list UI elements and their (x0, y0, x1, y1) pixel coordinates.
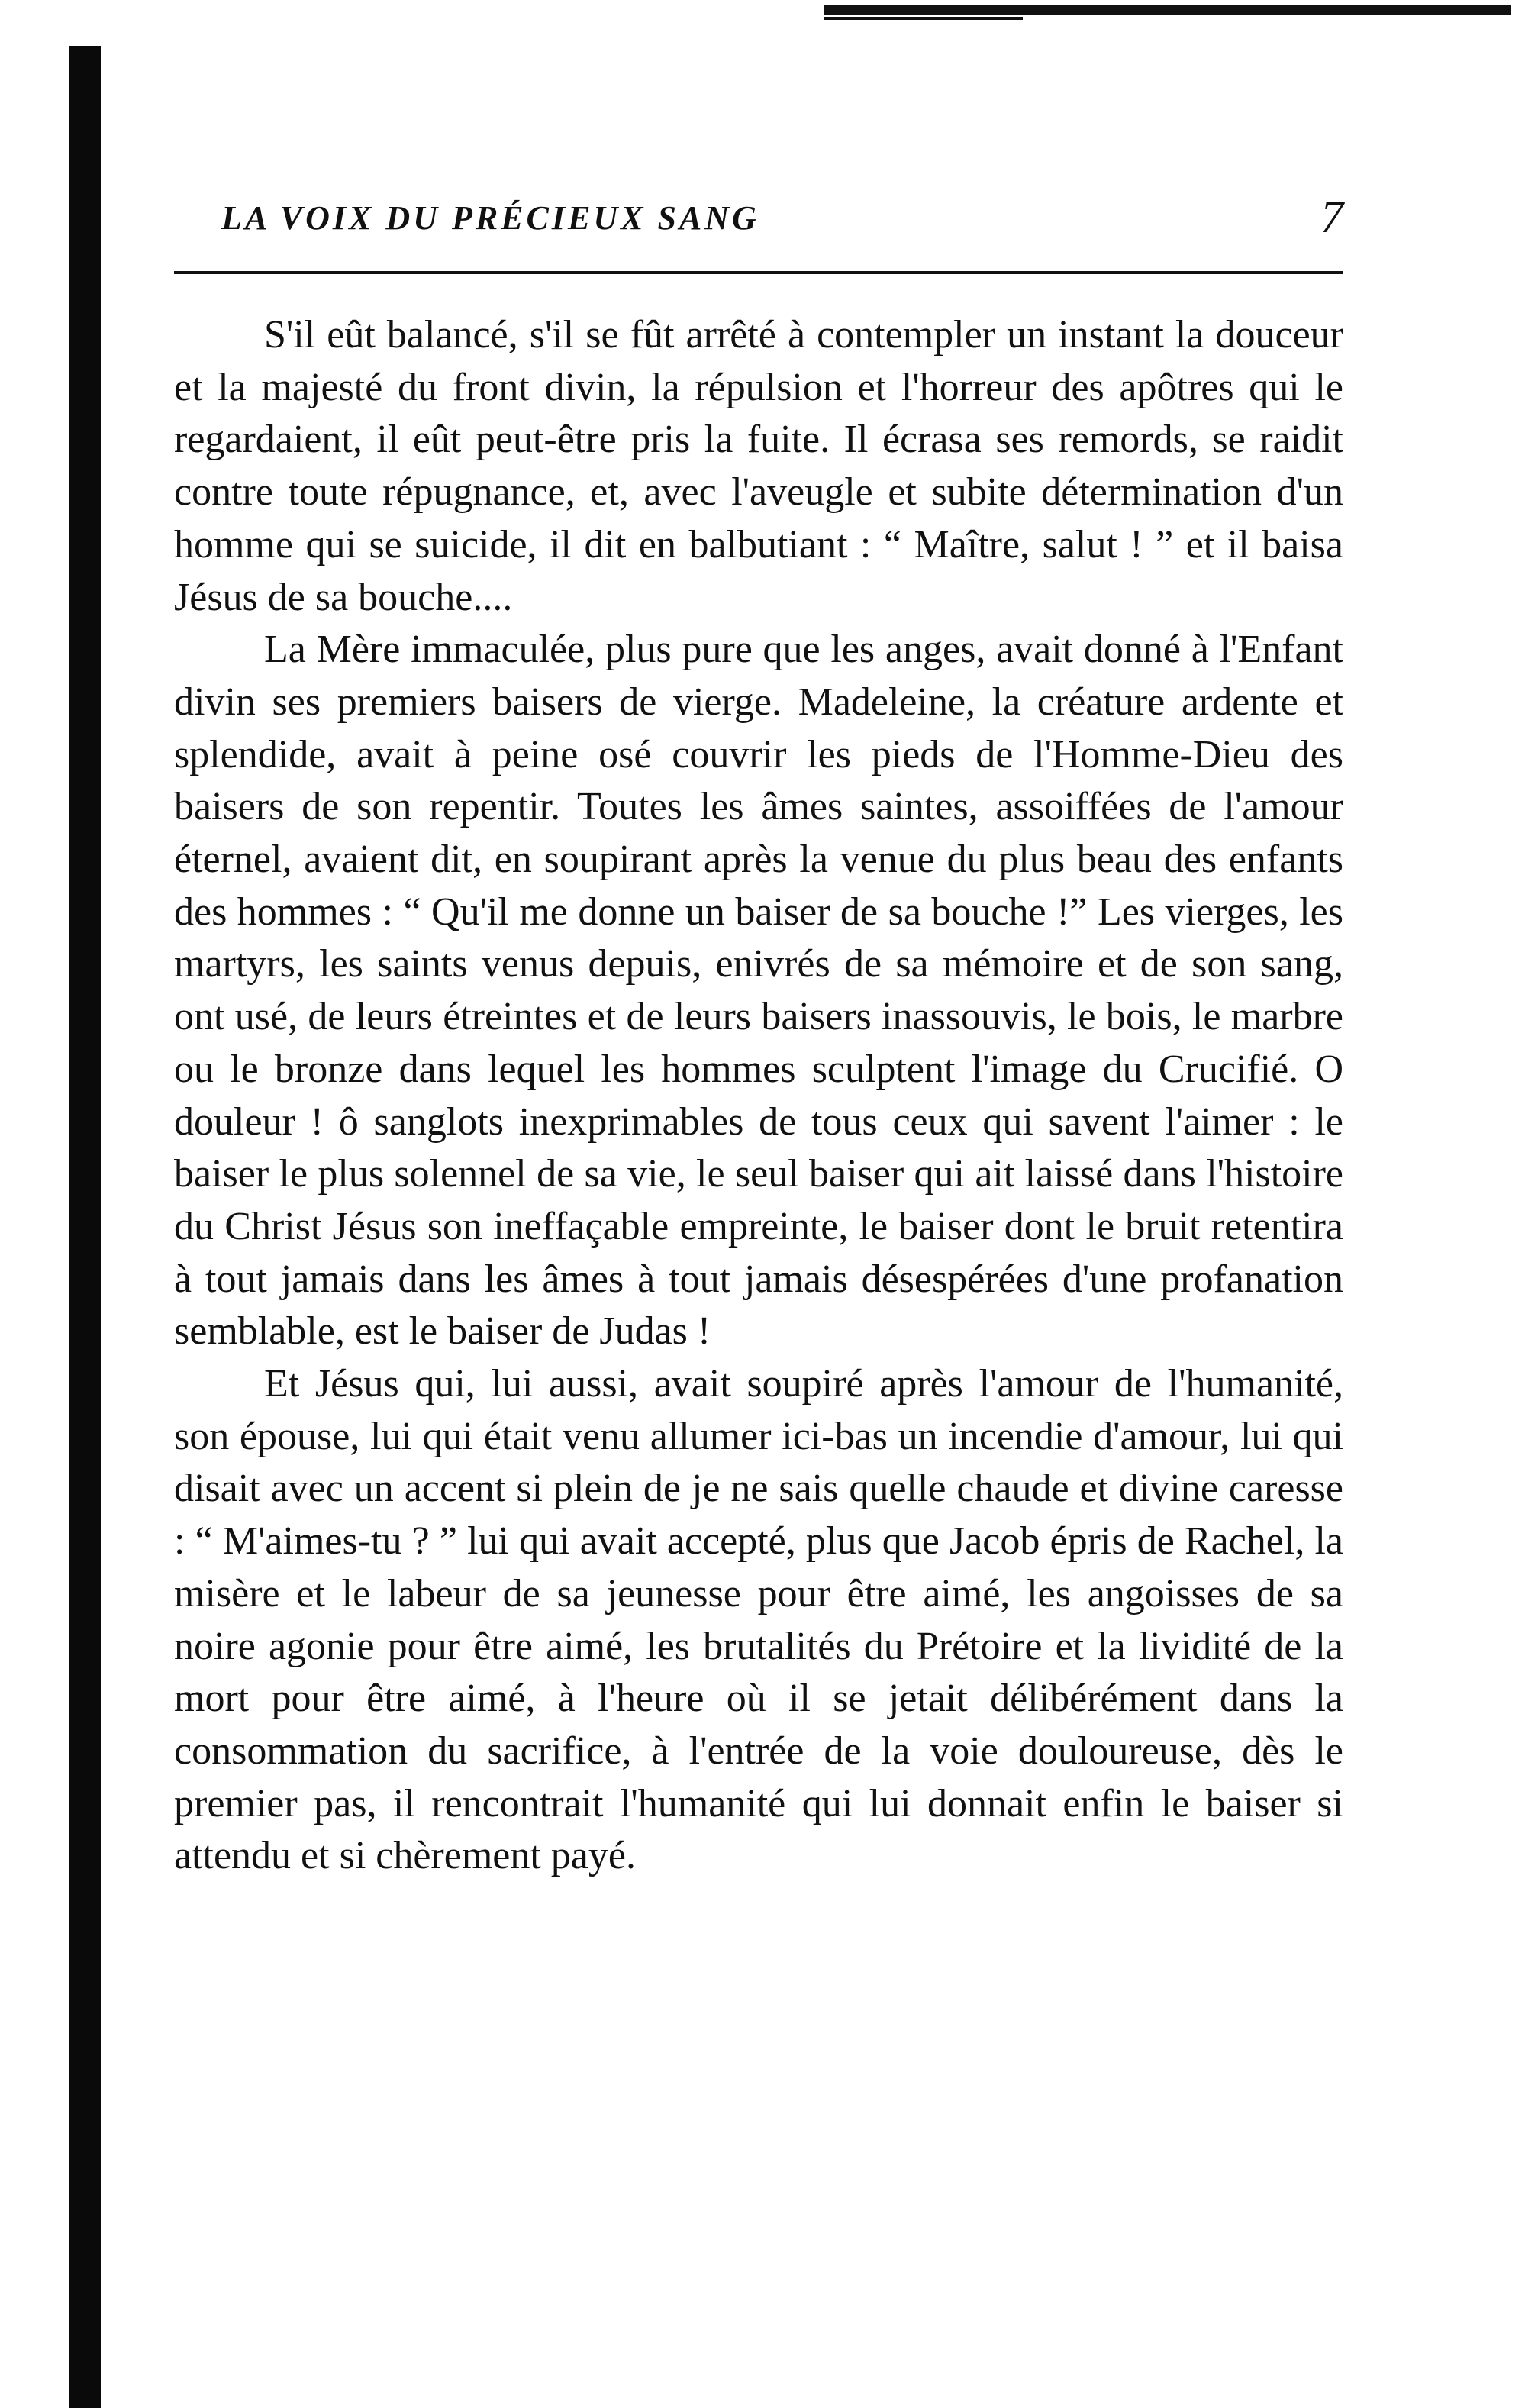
page-header (176, 191, 1343, 252)
top-edge-rule (824, 5, 1511, 15)
paragraph: Et Jésus qui, lui aussi, avait soupiré après l'amour de l'humanité, son épouse, lui qui était venu allumer ici-bas un incendie d'amour, lui qui disait avec un accent si plein de je ne sais quelle chaude et divine caresse : “ M'aimes-tu ? ” lui qui avait accepté, plus que Jacob épris de Rachel, la misère et le labeur de sa jeunesse pour être aimé, les angoisses de sa noire agonie pour être aimé, les brutalités du Prétoire et la lividité de la mort pour être aimé, à l'heure où il se jetait délibérément dans la consommation du sacrifice, à l'entrée de la voie douloureuse, dès le premier pas, il rencontrait l'humanité qui lui donnait enfin le baiser si attendu et si chèrement payé. (174, 1362, 1343, 1878)
page-binding-shadow (69, 46, 101, 2408)
paragraph: La Mère immaculée, plus pure que les anges, avait donné à l'Enfant divin ses premiers baisers de vierge. Madeleine, la créature ardente et splendide, avait à peine osé couvrir les pieds de l'Homme-Dieu des baisers de son repentir. Toutes les âmes saintes, assoiffées de l'amour éternel, avaient dit, en soupirant après la venue du plus beau des enfants des hommes : “ Qu'il me donne un baiser de sa bouche !” Les vierges, les martyrs, les saints venus depuis, enivrés de sa mémoire et de son sang, ont usé, de leurs étreintes et de leurs baisers inassouvis, le bois, le marbre ou le bronze dans lequel les hommes sculptent l'image du Crucifié. O douleur ! ô sanglots inexprimables de tous ceux qui savent l'aimer : le baiser le plus solennel de sa vie, le seul baiser qui ait laissé dans l'histoire du Christ Jésus son ineffaçable empreinte, le baiser dont le bruit retentira à tout jamais dans les âmes à tout jamais désespérées d'une profanation semblable, est le baiser de Judas ! (174, 628, 1343, 1354)
paragraph: S'il eût balancé, s'il se fût arrêté à contempler un instant la douceur et la majesté du front divin, la répulsion et l'horreur des apôtres qui le regardaient, il eût peut-être pris la fuite. Il écrasa ses remords, se raidit contre toute répugnance, et, avec l'aveugle et subite détermination d'un homme qui se suicide, il dit en balbutiant : “ Maître, salut ! ” et il baisa Jésus de sa bouche.... (174, 313, 1343, 619)
top-edge-rule-thin (824, 17, 1023, 20)
running-title: LA VOIX DU PRÉCIEUX SANG (221, 199, 759, 237)
header-rule (174, 271, 1343, 274)
page-number: 7 (1320, 192, 1343, 242)
body-text (174, 309, 1343, 1883)
